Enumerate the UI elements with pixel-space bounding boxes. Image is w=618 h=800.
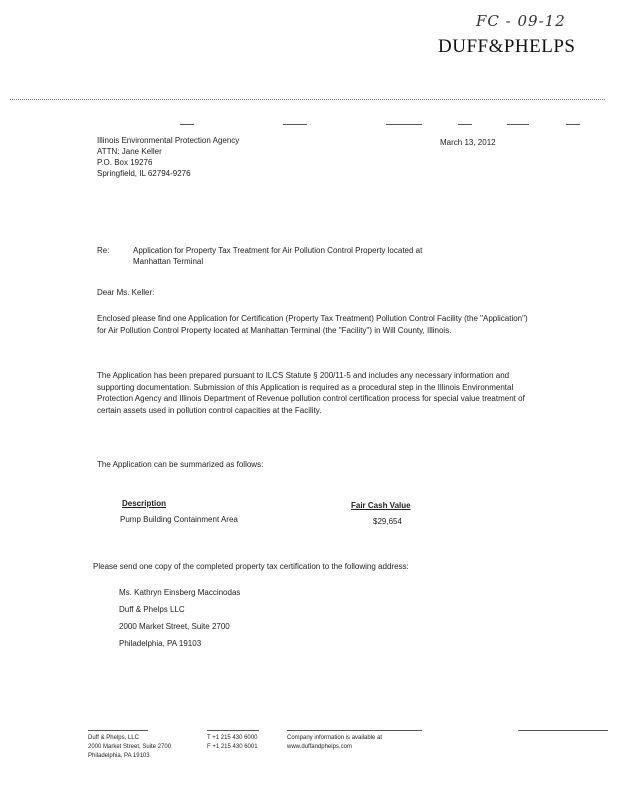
paragraph-enclosure: Enclosed please find one Application for Certification (Property Tax Treatment) Pollution Control Facility (the "Application") for Air Pollution Control Property located at Manhattan Terminal (the "Facility") in Will County, Illinois. [97,314,528,335]
footer-website: www.duffandphelps.com [287,744,352,750]
footer-line: Duff & Phelps, LLC [88,735,139,741]
footer-rule [287,730,422,731]
table-header-description: Description [122,499,167,508]
footer-company-block [88,734,171,761]
scan-mark [283,124,307,125]
footer-info-block [287,734,382,752]
table-row-value: $29,654 [373,517,402,526]
recipient-line: P.O. Box 19276 [97,158,153,167]
subject-text [133,245,422,267]
scan-mark [458,124,472,125]
scan-mark [180,124,194,125]
footer-rule [88,730,148,731]
scan-mark [386,124,422,125]
paragraph-preparation: The Application has been prepared pursuant to ILCS Statute § 200/11-5 and includes any necessary information and supporting documentation. Submission of this Application is required as a procedural step in the Illinois Environmental Protection Agency and Illinois Department of Revenue pollution control certification process for special value treatment of certain assets used in pollution control capacities at the Facility. [97,371,525,415]
recipient-line: Springfield, IL 62794-9276 [97,169,191,178]
footer-rule [518,730,608,731]
footer-line: Philadelphia, PA 19103 [88,753,150,759]
return-address [119,584,240,652]
company-logo: DUFF&PHELPS [438,36,576,57]
footer-line: 2000 Market Street, Suite 2700 [88,744,172,750]
return-address-line: Duff & Phelps LLC [119,605,185,614]
footer-line: T +1 215 430 6000 [207,735,258,741]
header-divider [10,99,605,100]
footer-line: F +1 215 430 6001 [207,744,258,750]
return-address-line: 2000 Market Street, Suite 2700 [119,622,230,631]
scan-mark [566,124,580,125]
table-header-fair-cash-value: Fair Cash Value [351,501,411,510]
closing-request: Please send one copy of the completed property tax certification to the following address: [93,562,409,571]
recipient-address [97,135,239,179]
handwritten-note: FC - 09-12 [476,12,566,30]
salutation: Dear Ms. Keller: [97,288,155,297]
recipient-line: Illinois Environmental Protection Agency [97,136,240,145]
return-address-line: Ms. Kathryn Einsberg Maccinodas [119,588,241,597]
recipient-line: ATTN: Jane Keller [97,147,162,156]
paragraph-summary-intro: The Application can be summarized as follows: [97,460,264,469]
footer-phone-block [207,734,258,752]
subject-line: Application for Property Tax Treatment for Air Pollution Control Property located at [133,246,423,255]
footer-rule [207,730,259,731]
footer-line: Company information is available at [287,735,383,741]
letter-date: March 13, 2012 [440,138,496,147]
table-row-description: Pump Building Containment Area [120,515,238,524]
subject-line: Manhattan Terminal [133,257,204,266]
subject-label: Re: [97,246,110,255]
scan-mark [507,124,529,125]
return-address-line: Philadelphia, PA 19103 [119,639,202,648]
